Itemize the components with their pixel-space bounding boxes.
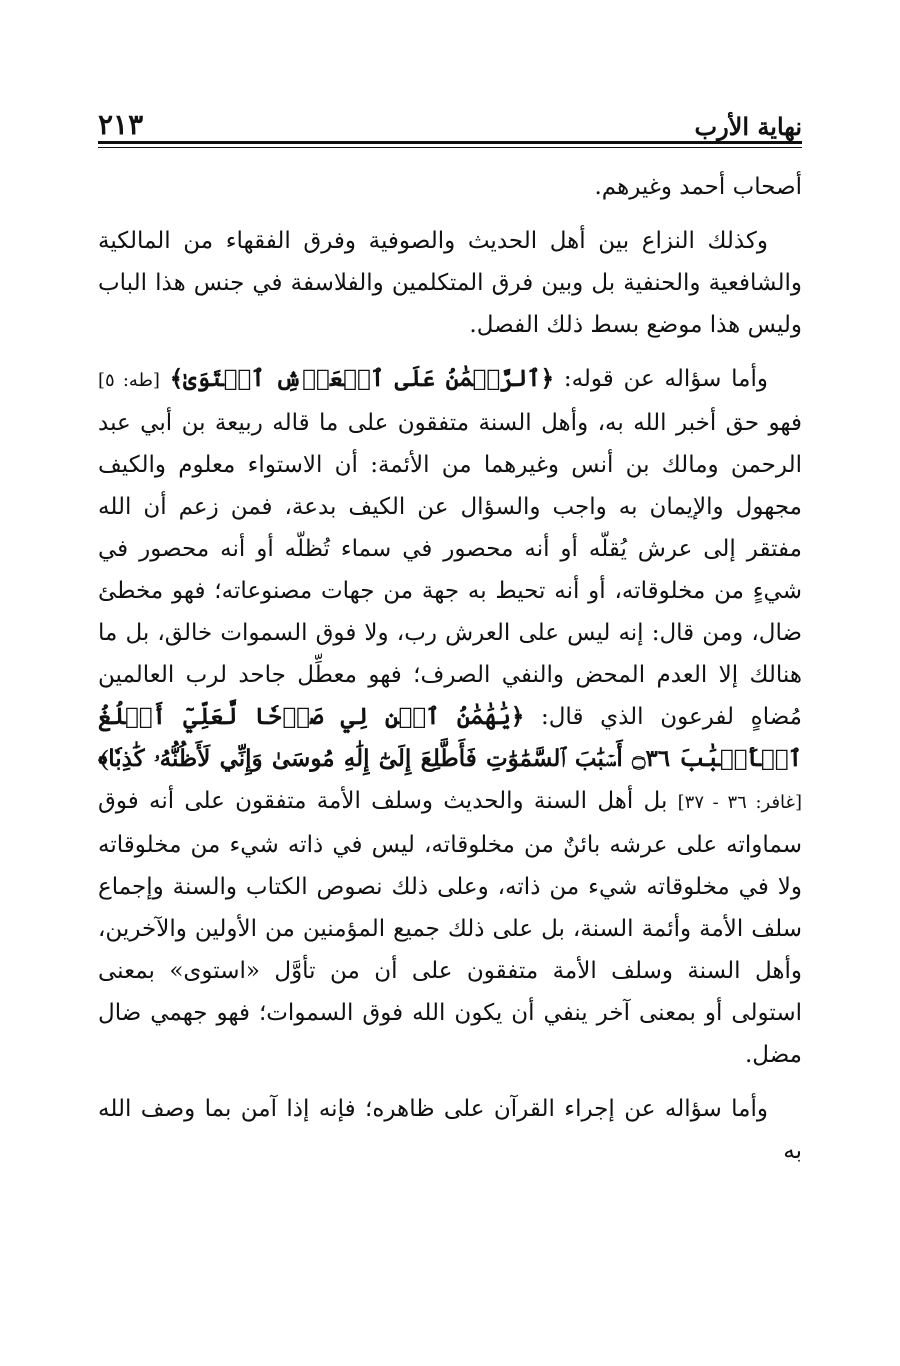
body-text <box>98 166 802 1184</box>
paragraph-3-intro: وأما سؤاله عن قوله: <box>554 366 768 392</box>
paragraph-3-middle: فهو حق أخبر الله به، وأهل السنة متفقون على ما قاله ربيعة بن أبي عبد الرحمن ومالك بن أنس وغيرهما من الأئمة: أن الاستواء معلوم والكيف مجهول والإيمان به واجب والسؤال عن الكيف بدعة، فمن زعم أن الله مفتقر إلى عرش يُقلّه أو أنه محصور في سماء تُظلّه أو أنه محصور في شيءٍ من مخلوقاته، أو أنه تحيط به جهة من جهات مصنوعاته؛ فهو مخطئ ضال، ومن قال: إنه ليس على العرش رب، ولا فوق السموات خالق، بل ما هنالك إلا العدم المحض والنفي الصرف؛ فهو معطِّل جاحد لرب العالمين مُضاهٍ لفرعون الذي قال: <box>98 410 802 730</box>
paragraph-2: وكذلك النزاع بين أهل الحديث والصوفية وفرق الفقهاء من المالكية والشافعية والحنفية بل وبين فرق المتكلمين والفلاسفة في جنس هذا الباب وليس هذا موضع بسط ذلك الفصل. <box>98 228 802 338</box>
paragraph-3-end: بل أهل السنة والحديث وسلف الأمة متفقون على أنه فوق سماواته على عرشه بائنٌ من مخلوقاته، ليس في ذاته شيء من مخلوقاته ولا في مخلوقاته شيء من ذاته، وعلى ذلك نصوص الكتاب والسنة وإجماع سلف الأمة وأئمة السنة، بل على ذلك جميع المؤمنين من الأولين والآخرين، وأهل السنة وسلف الأمة متفقون على أن من تأوَّل «استوى» بمعنى استولى أو بمعنى آخر ينفي أن يكون الله فوق السموات؛ فهو جهمي ضال مضل. <box>98 788 802 1068</box>
page-header <box>98 105 802 139</box>
header-rule-thin <box>98 147 802 148</box>
header-rule-thick <box>98 141 802 144</box>
running-title: نهاية الأرب <box>694 112 802 141</box>
page-number: ٢١٣ <box>98 108 144 141</box>
quran-verse-taha: ﴿ٱلرَّحۡمَٰنُ عَلَى ٱلۡعَرۡشِ ٱسۡتَوَىٰ﴾ <box>169 365 555 392</box>
verse-reference-taha: [طه: ٥] <box>98 370 160 391</box>
paragraph-1: أصحاب أحمد وغيرهم. <box>594 174 802 200</box>
paragraph-4: وأما سؤاله عن إجراء القرآن على ظاهره؛ فإنه إذا آمن بما وصف الله به <box>98 1096 802 1164</box>
quran-verse-ghafir: ﴿يَٰهَٰمَٰنُ ٱبۡنِ لِي صَرۡحٗا لَّعَلِّيٓ أَبۡلُغُ ٱلۡأَسۡبَٰبَ ۝٣٦ أَسۡبَٰبَ ٱلسَّمَٰوَٰتِ فَأَطَّلِعَ إِلَىٰٓ إِلَٰهِ مُوسَىٰ وَإِنِّي لَأَظُنُّهُۥ كَٰذِبٗا﴾ <box>98 703 802 772</box>
paragraph-3 <box>98 358 802 1076</box>
verse-reference-ghafir: [غافر: ٣٦ - ٣٧] <box>677 792 802 813</box>
